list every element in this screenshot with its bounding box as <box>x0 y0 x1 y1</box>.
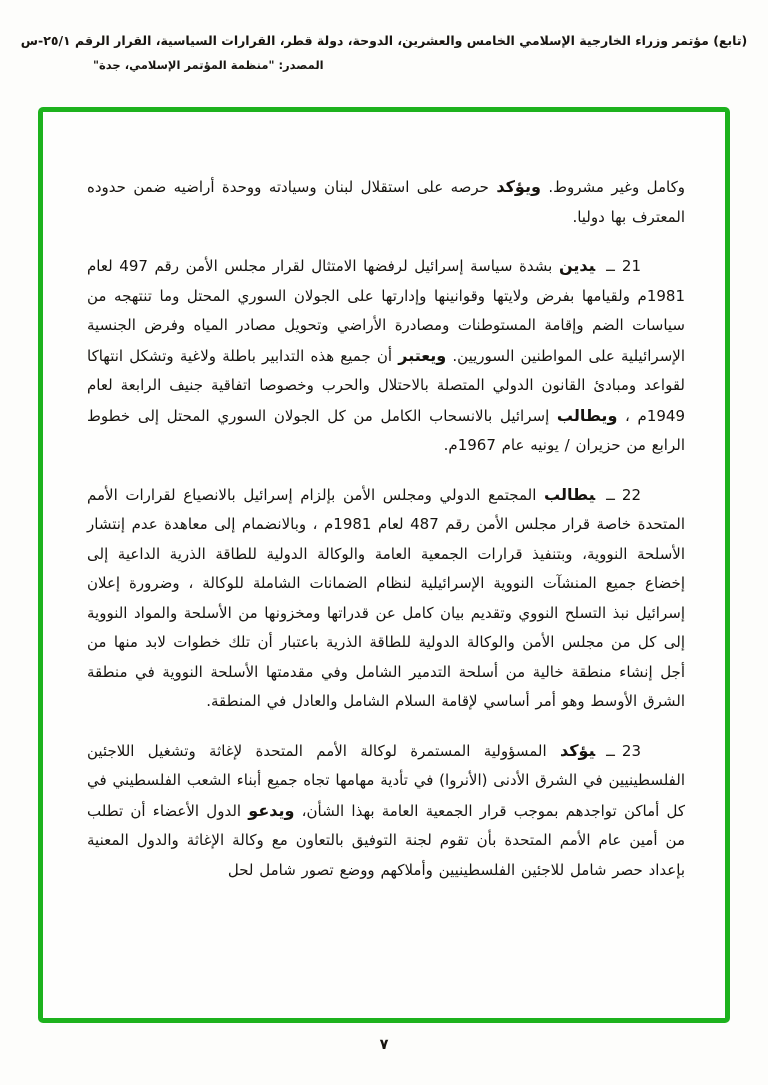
resolution-item-23 <box>87 736 685 886</box>
document-header-source: المصدر: "منظمة المؤتمر الإسلامي، جدة" <box>93 58 324 72</box>
item-23-dash: ــ <box>606 741 615 760</box>
item-23-number: 23 <box>621 741 641 760</box>
item-22-text-1: المجتمع الدولي ومجلس الأمن بإلزام إسرائيل بالانصياع لقرارات الأمم المتحدة خاصة قرار مجلس الأمن رقم 487 لعام 1981م ، وبالانضمام إلى معاهدة عدم إنتشار الأسلحة النووية، وبتنفيذ قرارات الجمعية العامة والوكالة الدولية للطاقة الذرية الداعية إلى إخضاع جميع المنشآت النووية الإسرائيلية لنظام الضمانات الشاملة للوكالة ، وضرورة إعلان إسرائيل نبذ التسلح النووي وتقديم بيان كامل عن قدراتها ومخزونها من الأسلحة والمواد النووية إلى كل من مجلس الأمن والوكالة الدولية للطاقة الذرية باعتبار أن تلك خطوات لابد منها من أجل إنشاء منطقة خالية من أسلحة التدمير الشامل وفي مقدمتها الأسلحة النووية في منطقة الشرق الأوسط وهو أمر أساسي لإقامة السلام الشامل والعادل في المنطقة. <box>87 485 685 710</box>
item-21-bold-1: يدين <box>558 256 596 275</box>
item-21-text-1: بشدة سياسة إسرائيل لرفضها الامتثال لقرار مجلس الأمن رقم 497 لعام 1981م ولقيامها بفرض ولايتها وقوانينها وإدارتها على الجولان السوري المحتل وما تنتهجه من سياسات الضم وإقامة المستوطنات ومصادرة الأراضي وتحويل مصادر المياه وفرض الجنسية الإسرائيلية على المواطنين السوريين. <box>87 257 685 365</box>
content-border-box <box>38 107 730 1023</box>
item-22-number: 22 <box>621 485 641 504</box>
item-21-text-2: أن جميع هذه التدابير باطلة ولاغية وتشكل انتهاكا لقواعد ومبادئ القانون الدولي المتصلة بالاحتلال والحرب وخصوصا اتفاقية جنيف الرابعة لعام 1949م ، <box>87 346 685 425</box>
resolution-item-21 <box>87 251 685 461</box>
document-header-title: (تابع) مؤتمر وزراء الخارجية الإسلامي الخامس والعشرين، الدوحة، دولة قطر، القرارات السياسية، القرار الرقم ٢٥/١-س <box>20 33 748 48</box>
continuation-text-end: حرصه على استقلال لبنان وسيادته ووحدة أراضيه ضمن حدوده المعترف بها دوليا. <box>87 178 685 226</box>
continuation-text-start: وكامل وغير مشروط. <box>540 178 685 196</box>
page-number: ٧ <box>379 1037 389 1053</box>
item-23-bold-2: ويدعو <box>248 800 295 820</box>
item-21-text-3: إسرائيل بالانسحاب الكامل من كل الجولان السوري المحتل إلى خطوط الرابع من حزيران / يونيه عام 1967م. <box>87 406 685 454</box>
item-21-dash: ــ <box>606 257 615 275</box>
item-21-bold-3: ويطالب <box>556 405 618 425</box>
item-23-text-1: المسؤولية المستمرة لوكالة الأمم المتحدة لإغاثة وتشغيل اللاجئين الفلسطينيين في الشرق الأدنى (الأنروا) في تأدية مهامها تجاه جميع أبناء الشعب الفلسطيني في كل أماكن تواجدهم بموجب قرار الجمعية العامة بهذا الشأن، <box>87 741 685 820</box>
item-21-bold-2: ويعتبر <box>398 345 447 365</box>
resolution-item-22 <box>87 480 685 717</box>
item-23-text-2: الدول الأعضاء أن تطلب من أمين عام الأمم المتحدة بأن تقوم لجنة التوفيق بالتعاون مع وكالة الإغاثة والدول المعنية بإعداد حصر شامل للاجئين الفلسطينيين وأملاكهم ووضع تصور شامل لحل <box>87 801 685 879</box>
item-22-dash: ــ <box>606 485 615 504</box>
item-22-bold-1: يطالب <box>544 484 596 504</box>
continuation-bold-word: ويؤكد <box>496 177 541 196</box>
item-21-number: 21 <box>621 257 642 275</box>
paragraph-continuation <box>87 172 685 232</box>
item-23-bold-1: يؤكد <box>560 740 596 760</box>
